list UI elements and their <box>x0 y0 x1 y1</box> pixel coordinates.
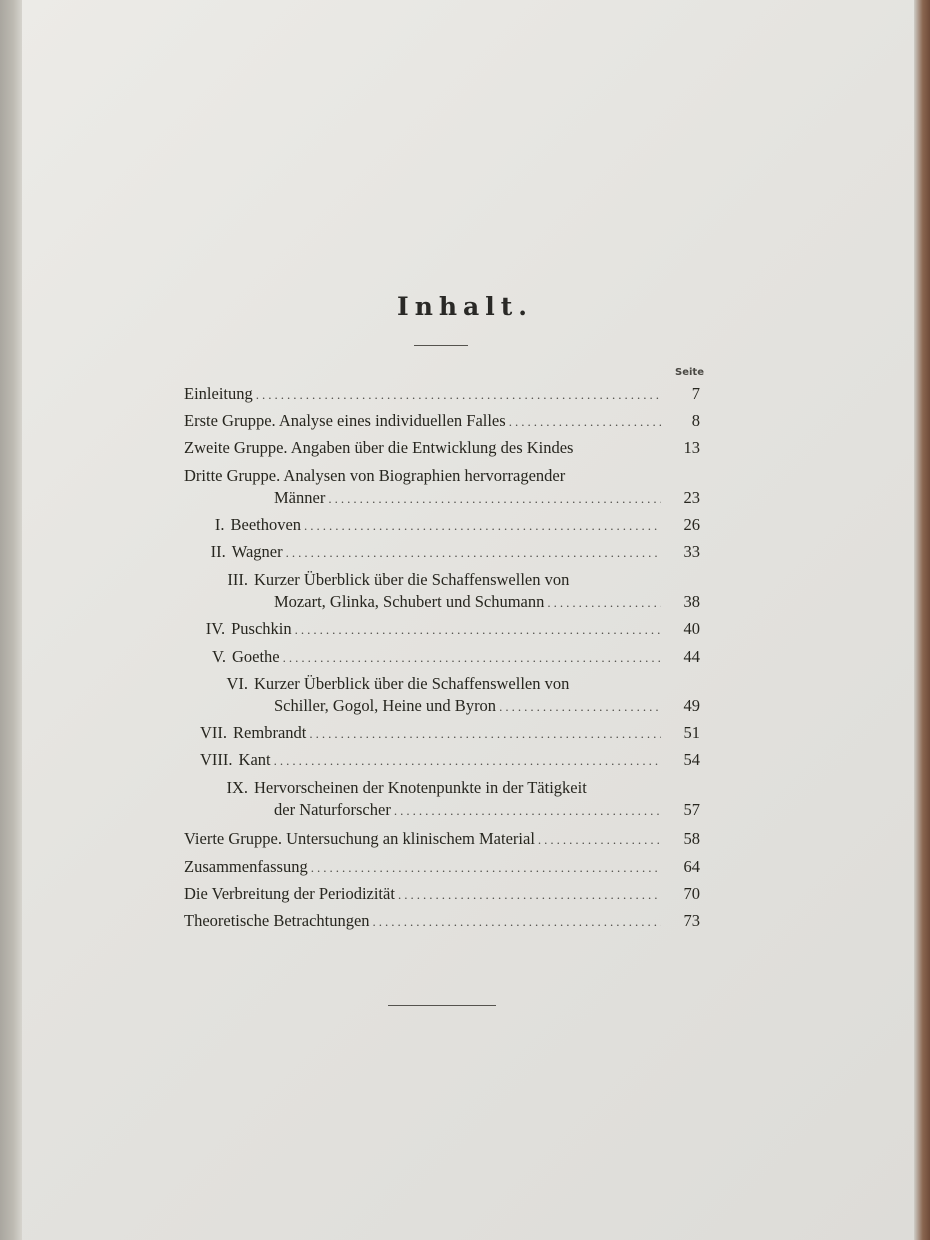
roman-numeral: IX. <box>226 778 248 797</box>
toc-subentry <box>200 540 664 564</box>
toc-entry-text-line2: Mozart, Glinka, Schubert und Schumann <box>274 592 545 611</box>
page-title: Inhalt. <box>397 292 533 321</box>
page-left-edge <box>0 0 22 1240</box>
roman-numeral: II. <box>210 542 226 561</box>
roman-numeral: VII. <box>200 723 228 742</box>
toc-entry-text: Die Verbreitung der Periodizität <box>184 884 395 903</box>
toc-page-number: 40 <box>683 619 700 638</box>
toc-entry-continuation <box>274 486 664 510</box>
toc-page-number: 58 <box>683 829 700 848</box>
toc-page-number: 44 <box>683 647 700 666</box>
leader-dots <box>311 856 661 880</box>
toc-entry-text: Vierte Gruppe. Untersuchung an klinischem Material <box>184 829 535 848</box>
toc-page-number: 23 <box>683 488 700 507</box>
toc-entry-text: Rembrandt <box>233 723 307 742</box>
toc-entry-text-line2: Schiller, Gogol, Heine und Byron <box>274 696 497 715</box>
toc-entry <box>184 409 664 433</box>
toc-entry-text: Kurzer Überblick über die Schaffenswellen von <box>254 674 570 693</box>
toc-entry-text-line2: Männer <box>274 488 326 507</box>
toc-subentry <box>200 513 664 537</box>
toc-entry-text: Einleitung <box>184 384 253 403</box>
leader-dots <box>547 591 661 615</box>
leader-dots <box>274 749 661 773</box>
toc-entry-text: Erste Gruppe. Analyse eines individuellen Falles <box>184 411 506 430</box>
toc-subentry <box>200 776 664 800</box>
toc-subentry <box>200 645 664 669</box>
toc-entry-text: Theoretische Betrachtungen <box>184 911 370 930</box>
toc-subentry <box>200 617 664 641</box>
roman-numeral: VIII. <box>200 750 233 769</box>
toc-page-number: 33 <box>683 542 700 561</box>
roman-numeral: V. <box>212 647 226 666</box>
toc-page-number: 26 <box>683 515 700 534</box>
leader-dots <box>509 410 661 434</box>
toc-entry-text: Goethe <box>231 647 280 666</box>
toc-entry-text: Kant <box>238 750 271 769</box>
roman-numeral: VI. <box>226 674 248 693</box>
toc-entry-text-line2: der Naturforscher <box>274 800 391 819</box>
toc-page-number: 57 <box>683 800 700 819</box>
toc-page-number: 54 <box>683 750 700 769</box>
toc-entry <box>184 855 664 879</box>
roman-numeral: IV. <box>205 619 226 638</box>
leader-dots <box>373 910 661 934</box>
toc-page-number: 64 <box>683 857 700 876</box>
toc-subentry <box>200 568 664 592</box>
toc-page-number: 73 <box>683 911 700 930</box>
toc-page-number: 51 <box>683 723 700 742</box>
toc-entry <box>184 436 664 460</box>
toc-subentry <box>200 672 664 696</box>
toc-entry <box>184 827 664 851</box>
toc-page-number: 49 <box>683 696 700 715</box>
toc-entry <box>184 464 664 488</box>
toc-entry-continuation <box>274 798 664 822</box>
toc-entry-continuation <box>274 694 664 718</box>
toc-page-number: 13 <box>683 438 700 457</box>
toc-entry-text: Beethoven <box>230 515 302 534</box>
leader-dots <box>309 722 661 746</box>
toc-entry-text: Dritte Gruppe. Analysen von Biographien hervorragender <box>184 466 566 485</box>
leader-dots <box>256 383 661 407</box>
closing-rule <box>388 1005 496 1006</box>
leader-dots <box>328 487 661 511</box>
roman-numeral: III. <box>227 570 248 589</box>
toc-entry <box>184 909 664 933</box>
toc-entry-text: Zusammenfassung <box>184 857 308 876</box>
toc-entry <box>184 882 664 906</box>
toc-page-number: 38 <box>683 592 700 611</box>
toc-entry-text: Wagner <box>231 542 283 561</box>
leader-dots <box>538 828 661 852</box>
title-rule <box>414 345 468 346</box>
toc-entry-continuation <box>274 590 664 614</box>
toc-entry-text: Hervorscheinen der Knotenpunkte in der Tätigkeit <box>254 778 587 797</box>
leader-dots <box>283 646 661 670</box>
toc-subentry <box>200 748 664 772</box>
page-right-edge <box>914 0 930 1240</box>
leader-dots <box>295 618 661 642</box>
leader-dots <box>398 883 661 907</box>
toc-page-number: 8 <box>691 411 700 430</box>
leader-dots <box>499 695 661 719</box>
toc-entry-text: Kurzer Überblick über die Schaffenswellen von <box>254 570 570 589</box>
page-column-header: Seite <box>675 367 704 378</box>
toc-page-number: 70 <box>683 884 700 903</box>
leader-dots <box>286 541 661 565</box>
leader-dots <box>304 514 661 538</box>
toc-entry-text: Puschkin <box>231 619 292 638</box>
toc-subentry <box>200 721 664 745</box>
toc-page-number: 7 <box>691 384 700 403</box>
toc-entry-text: Zweite Gruppe. Angaben über die Entwicklung des Kindes <box>184 438 574 457</box>
toc-entry <box>184 382 664 406</box>
leader-dots <box>394 799 661 823</box>
roman-numeral: I. <box>214 515 225 534</box>
